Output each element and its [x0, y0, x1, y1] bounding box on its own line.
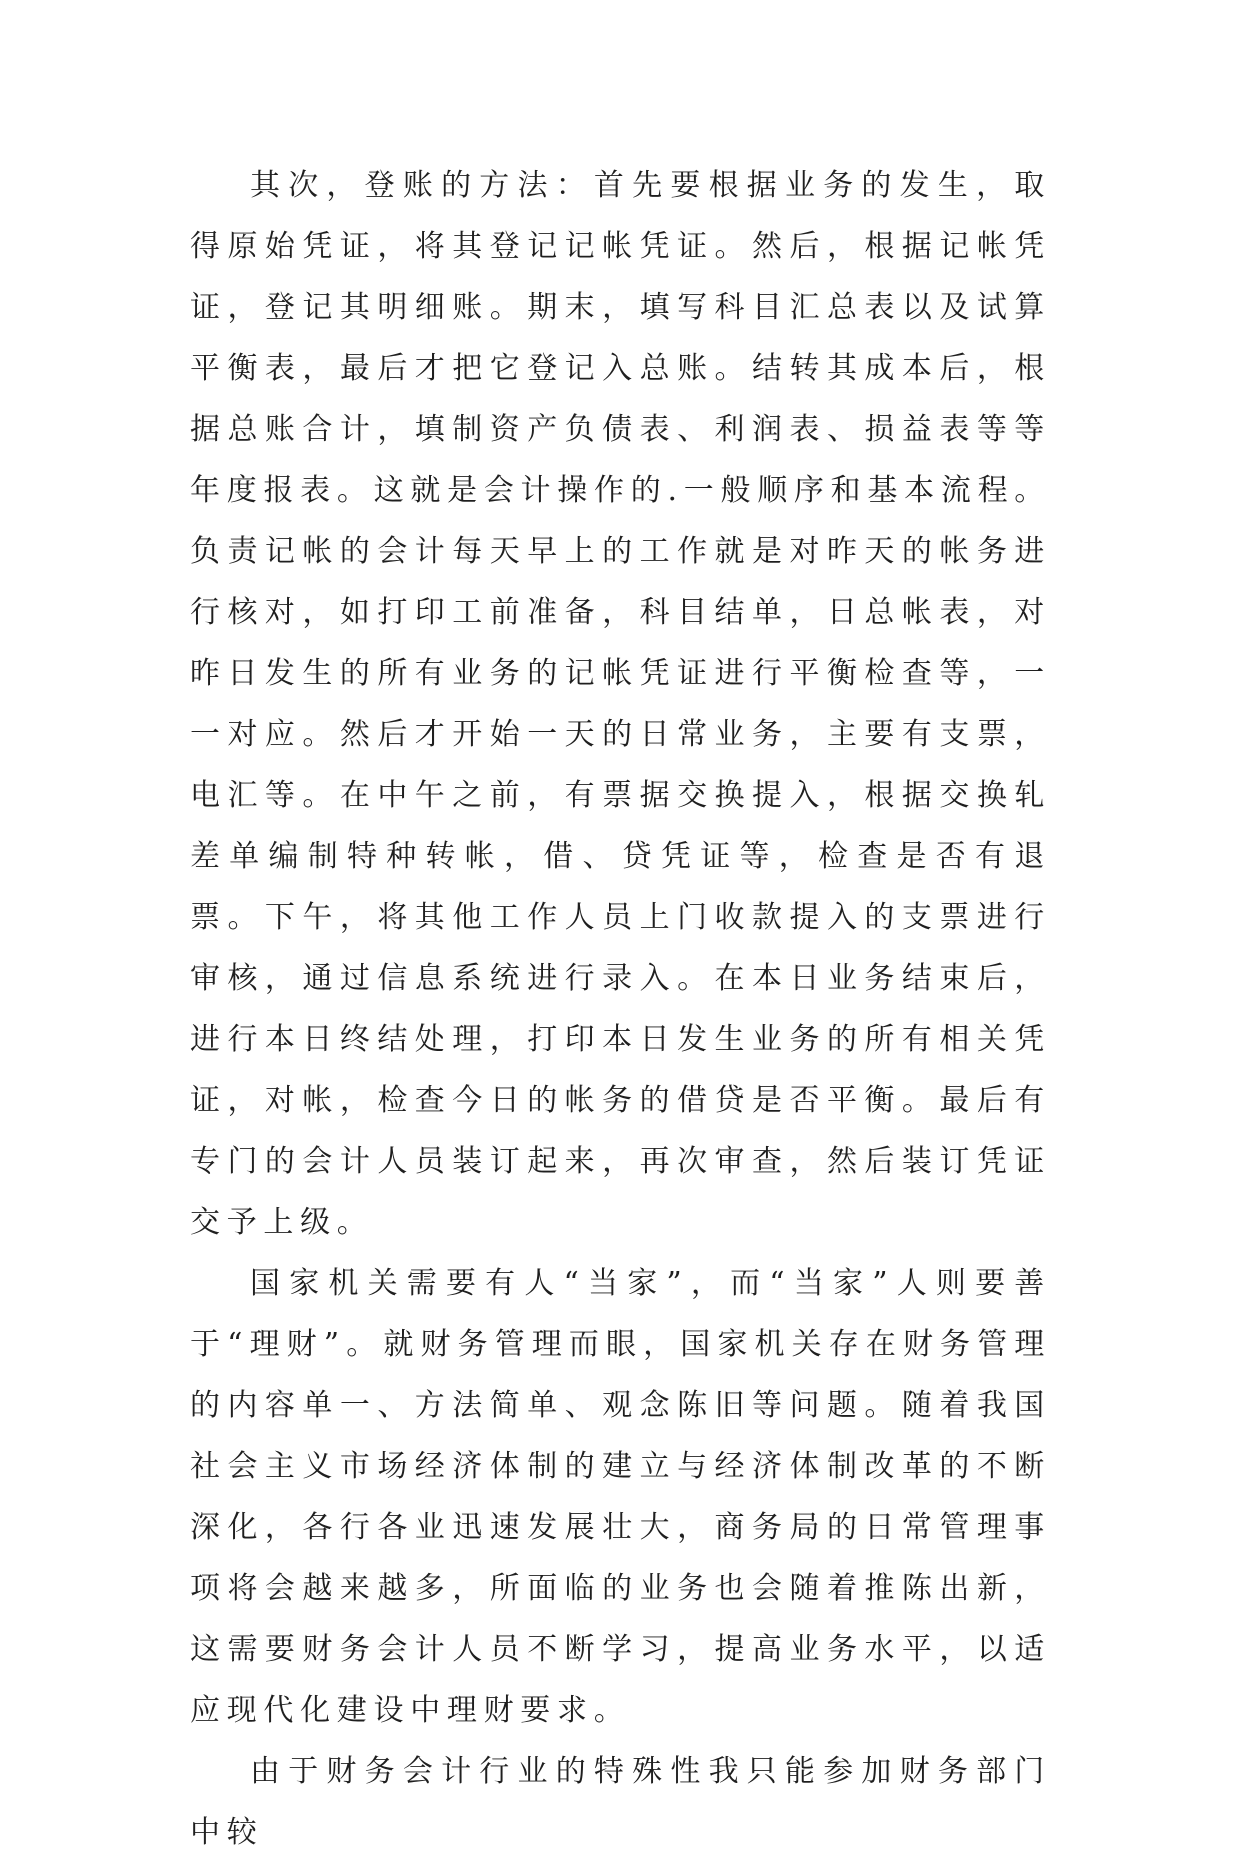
- paragraph-bookkeeping-procedure: 其次，登账的方法：首先要根据业务的发生，取得原始凭证，将其登记记帐凭证。然后，根据记帐凭证，登记其明细账。期末，填写科目汇总表以及试算平衡表，最后才把它登记入总账。结转其成本后，根据总账合计，填制资产负债表、利润表、损益表等等年度报表。这就是会计操作的.一般顺序和基本流程。负责记帐的会计每天早上的工作就是对昨天的帐务进行核对，如打印工前准备，科目结单，日总帐表，对昨日发生的所有业务的记帐凭证进行平衡检查等，一一对应。然后才开始一天的日常业务，主要有支票，电汇等。在中午之前，有票据交换提入，根据交换轧差单编制特种转帐，借、贷凭证等，检查是否有退票。下午，将其他工作人员上门收款提入的支票进行审核，通过信息系统进行录入。在本日业务结束后，进行本日终结处理，打印本日发生业务的所有相关凭证，对帐，检查今日的帐务的借贷是否平衡。最后有专门的会计人员装订起来，再次审查，然后装订凭证交予上级。: [190, 168, 1051, 1240]
- document-body: [190, 155, 1051, 1863]
- paragraph-industry-particularity: 由于财务会计行业的特殊性我只能参加财务部门中较: [190, 1754, 1051, 1850]
- paragraph-financial-management: 国家机关需要有人“当家”，而“当家”人则要善于“理财”。就财务管理而眼，国家机关存在财务管理的内容单一、方法简单、观念陈旧等问题。随着我国社会主义市场经济体制的建立与经济体制改革的不断深化，各行各业迅速发展壮大，商务局的日常管理事项将会越来越多，所面临的业务也会随着推陈出新，这需要财务会计人员不断学习，提高业务水平，以适应现代化建设中理财要求。: [190, 1266, 1051, 1728]
